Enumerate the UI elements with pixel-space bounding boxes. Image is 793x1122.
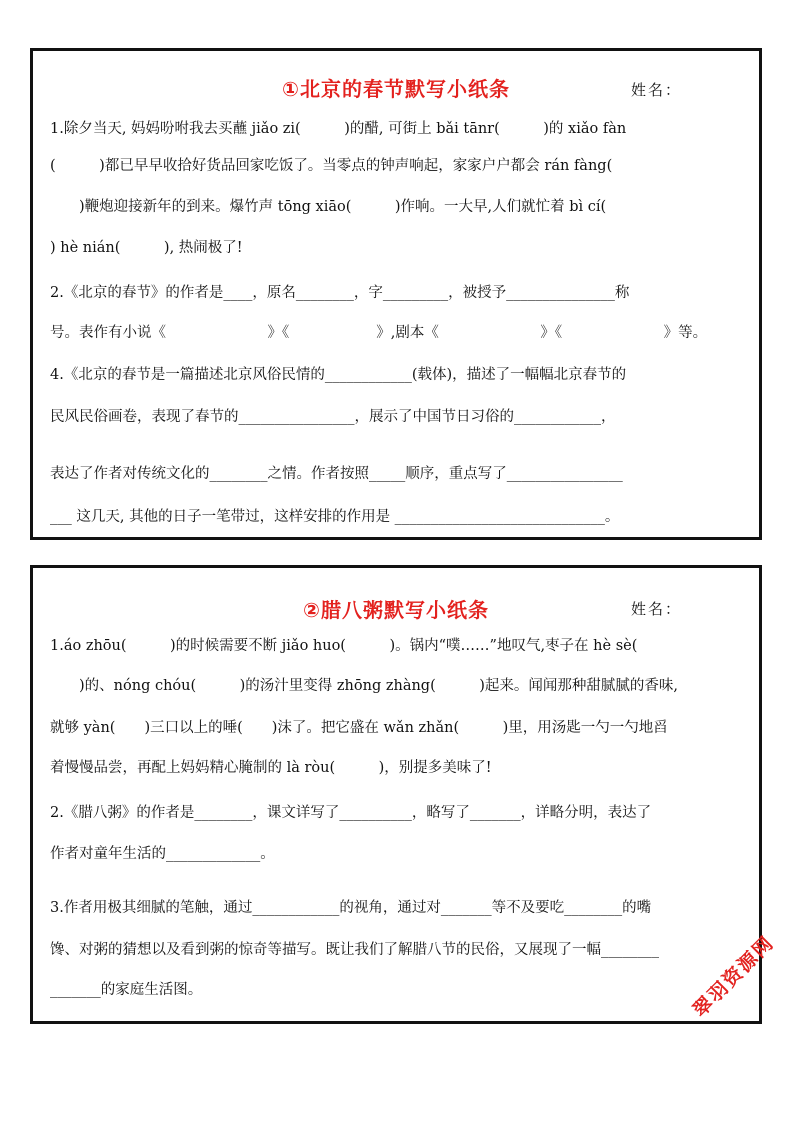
question-line: 4.《北京的春节是一篇描述北京风俗民情的____________(载体)，描述了一幅幅北京春节的 [50, 367, 627, 383]
question-line: 表达了作者对传统文化的________之情。作者按照_____顺序，重点写了________________ [50, 466, 623, 482]
question-line: ( )都已早早收拾好货品回家吃饭了。当零点的钟声响起，家家户户都会 rán fàng( [50, 158, 613, 174]
question-line: ) hè nián( ), 热闹极了! [50, 240, 243, 256]
watermark: 翠羽资源网 [688, 931, 779, 1022]
question-line: 作者对童年生活的_____________。 [50, 846, 275, 862]
question-line: 3.作者用极其细腻的笔触，通过____________的视角，通过对_______等不及要吃________的嘴 [50, 900, 652, 916]
question-line: 1.áo zhōu( )的时候需要不断 jiǎo huo( )。锅内“噗……”地叹气,枣子在 hè sè( [50, 638, 638, 654]
dictation-card-laba-porridge [30, 565, 762, 1024]
question-line: )鞭炮迎接新年的到来。爆竹声 tōng xiāo( )作响。一大早,人们就忙着 bì cí( [50, 199, 607, 215]
question-line: 民风民俗画卷，表现了春节的________________，展示了中国节日习俗的____________， [50, 409, 616, 425]
card-title: ①北京的春节默写小纸条 [282, 77, 510, 101]
question-line: 1.除夕当天, 妈妈吩咐我去买蘸 jiǎo zi( )的醋, 可街上 bǎi tānr( )的 xiǎo fàn [50, 121, 627, 137]
question-line: _______的家庭生活图。 [50, 982, 203, 998]
question-line: 2.《北京的春节》的作者是____，原名________，字_________，被授予_______________称 [50, 285, 630, 301]
dictation-card-beijing-spring-festival [30, 48, 762, 540]
question-line: 2.《腊八粥》的作者是________，课文详写了__________，略写了_______，详略分明，表达了 [50, 805, 652, 821]
question-line: 号。表作有小说《 》《 》,剧本《 》《 》等。 [50, 325, 708, 341]
card-title: ②腊八粥默写小纸条 [303, 598, 489, 622]
question-line: 就够 yàn( )三口以上的唾( )沫了。把它盛在 wǎn zhǎn( )里，用汤匙一勺一勺地舀 [50, 720, 668, 736]
question-line: ___ 这几天, 其他的日子一笔带过，这样安排的作用是 _____________________________。 [50, 509, 620, 525]
name-label: 姓名： [631, 81, 683, 99]
question-line: )的、nóng chóu( )的汤汁里变得 zhōng zhàng( )起来。闻闻那种甜腻腻的香味, [50, 678, 679, 694]
question-line: 着慢慢品尝，再配上妈妈精心腌制的 là ròu( )，别提多美味了! [50, 760, 492, 776]
question-line: 馋、对粥的猜想以及看到粥的惊奇等描写。既让我们了解腊八节的民俗，又展现了一幅________ [50, 942, 659, 958]
name-label: 姓名： [631, 600, 683, 618]
